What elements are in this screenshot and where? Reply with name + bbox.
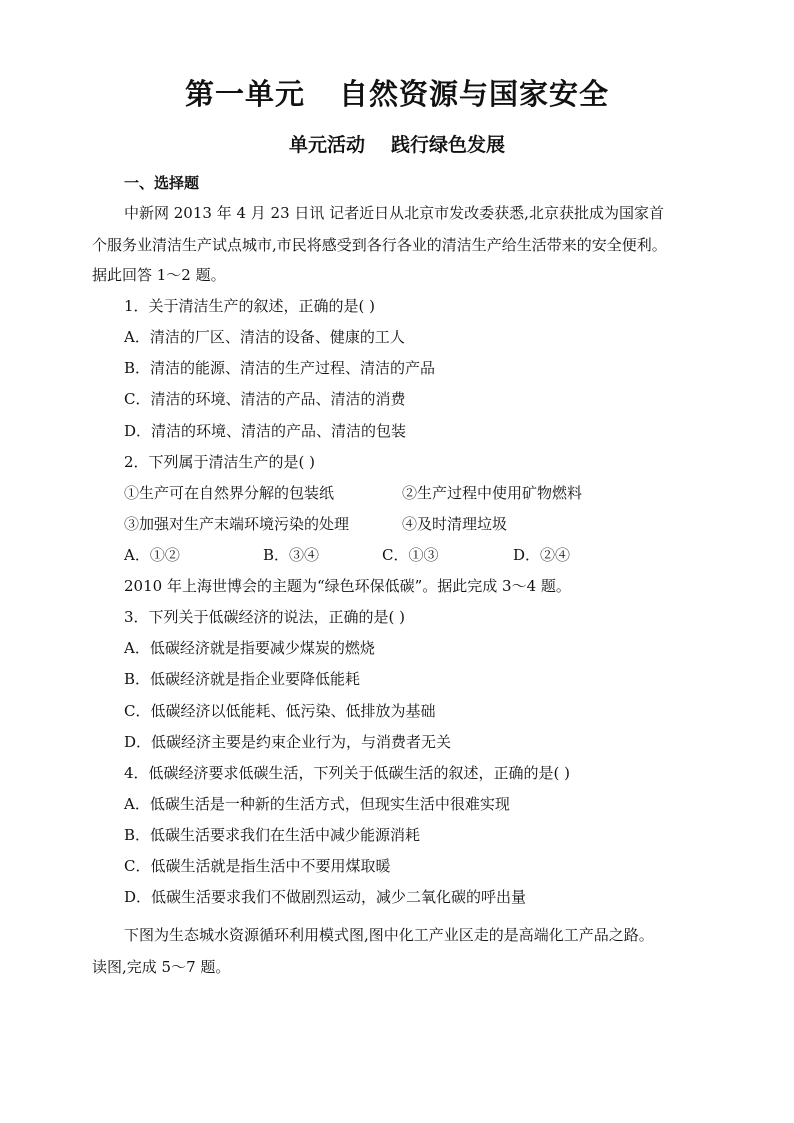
passage3-line1: 下图为生态城水资源循环利用模式图,图中化工产业区走的是高端化工产品之路。 — [124, 926, 654, 944]
passage1-line2: 个服务业清洁生产试点城市,市民将感受到各行各业的清洁生产给生活带来的安全便利。 — [92, 236, 667, 254]
q2-item-3: ③加强对生产末端环境污染的处理 — [124, 515, 350, 533]
q2-option-b: B．③④ — [263, 546, 320, 564]
page-subtitle — [0, 130, 794, 157]
q2-option-c: C．①③ — [382, 546, 439, 564]
q1-stem: 1．关于清洁生产的叙述，正确的是( ) — [124, 297, 376, 315]
title-part2: 自然资源与国家安全 — [339, 77, 610, 111]
q4-option-d: D．低碳生活要求我们不做剧烈运动，减少二氧化碳的呼出量 — [124, 888, 527, 906]
q2-option-d: D．②④ — [513, 546, 571, 564]
q2-stem: 2．下列属于清洁生产的是( ) — [124, 453, 316, 471]
q3-stem: 3．下列关于低碳经济的说法，正确的是( ) — [124, 608, 406, 626]
q1-option-a: A．清洁的厂区、清洁的设备、健康的工人 — [124, 328, 405, 346]
q3-option-a: A．低碳经济就是指要减少煤炭的燃烧 — [124, 639, 375, 657]
q4-option-b: B．低碳生活要求我们在生活中减少能源消耗 — [124, 826, 421, 844]
q2-option-a: A．①② — [124, 546, 180, 564]
q2-item-4: ④及时清理垃圾 — [402, 515, 508, 533]
q1-option-c: C．清洁的环境、清洁的产品、清洁的消费 — [124, 390, 406, 408]
title-part1: 第一单元 — [184, 77, 305, 111]
q3-option-d: D．低碳经济主要是约束企业行为，与消费者无关 — [124, 733, 452, 751]
q2-item-1: ①生产可在自然界分解的包装纸 — [124, 484, 335, 502]
q4-stem: 4．低碳经济要求低碳生活，下列关于低碳生活的叙述，正确的是( ) — [124, 764, 571, 782]
subtitle-part1: 单元活动 — [288, 134, 365, 156]
q3-option-b: B．低碳经济就是指企业要降低能耗 — [124, 670, 361, 688]
page-title — [0, 72, 794, 113]
q1-option-d: D．清洁的环境、清洁的产品、清洁的包装 — [124, 422, 407, 440]
q2-item-2: ②生产过程中使用矿物燃料 — [402, 484, 583, 502]
passage1-line3: 据此回答 1～2 题。 — [92, 266, 226, 284]
passage3-line2: 读图,完成 5～7 题。 — [92, 958, 231, 976]
section-heading: 一、选择题 — [124, 174, 200, 192]
q4-option-a: A．低碳生活是一种新的生活方式，但现实生活中很难实现 — [124, 795, 510, 813]
subtitle-part2: 践行绿色发展 — [391, 134, 506, 156]
passage1-line1: 中新网 2013 年 4 月 23 日讯 记者近日从北京市发改委获悉,北京获批成为国家首 — [124, 204, 664, 222]
q3-option-c: C．低碳经济以低能耗、低污染、低排放为基础 — [124, 702, 436, 720]
q4-option-c: C．低碳生活就是指生活中不要用煤取暖 — [124, 857, 391, 875]
q1-option-b: B．清洁的能源、清洁的生产过程、清洁的产品 — [124, 359, 436, 377]
passage2-line1: 2010 年上海世博会的主题为“绿色环保低碳”。据此完成 3～4 题。 — [124, 577, 571, 595]
